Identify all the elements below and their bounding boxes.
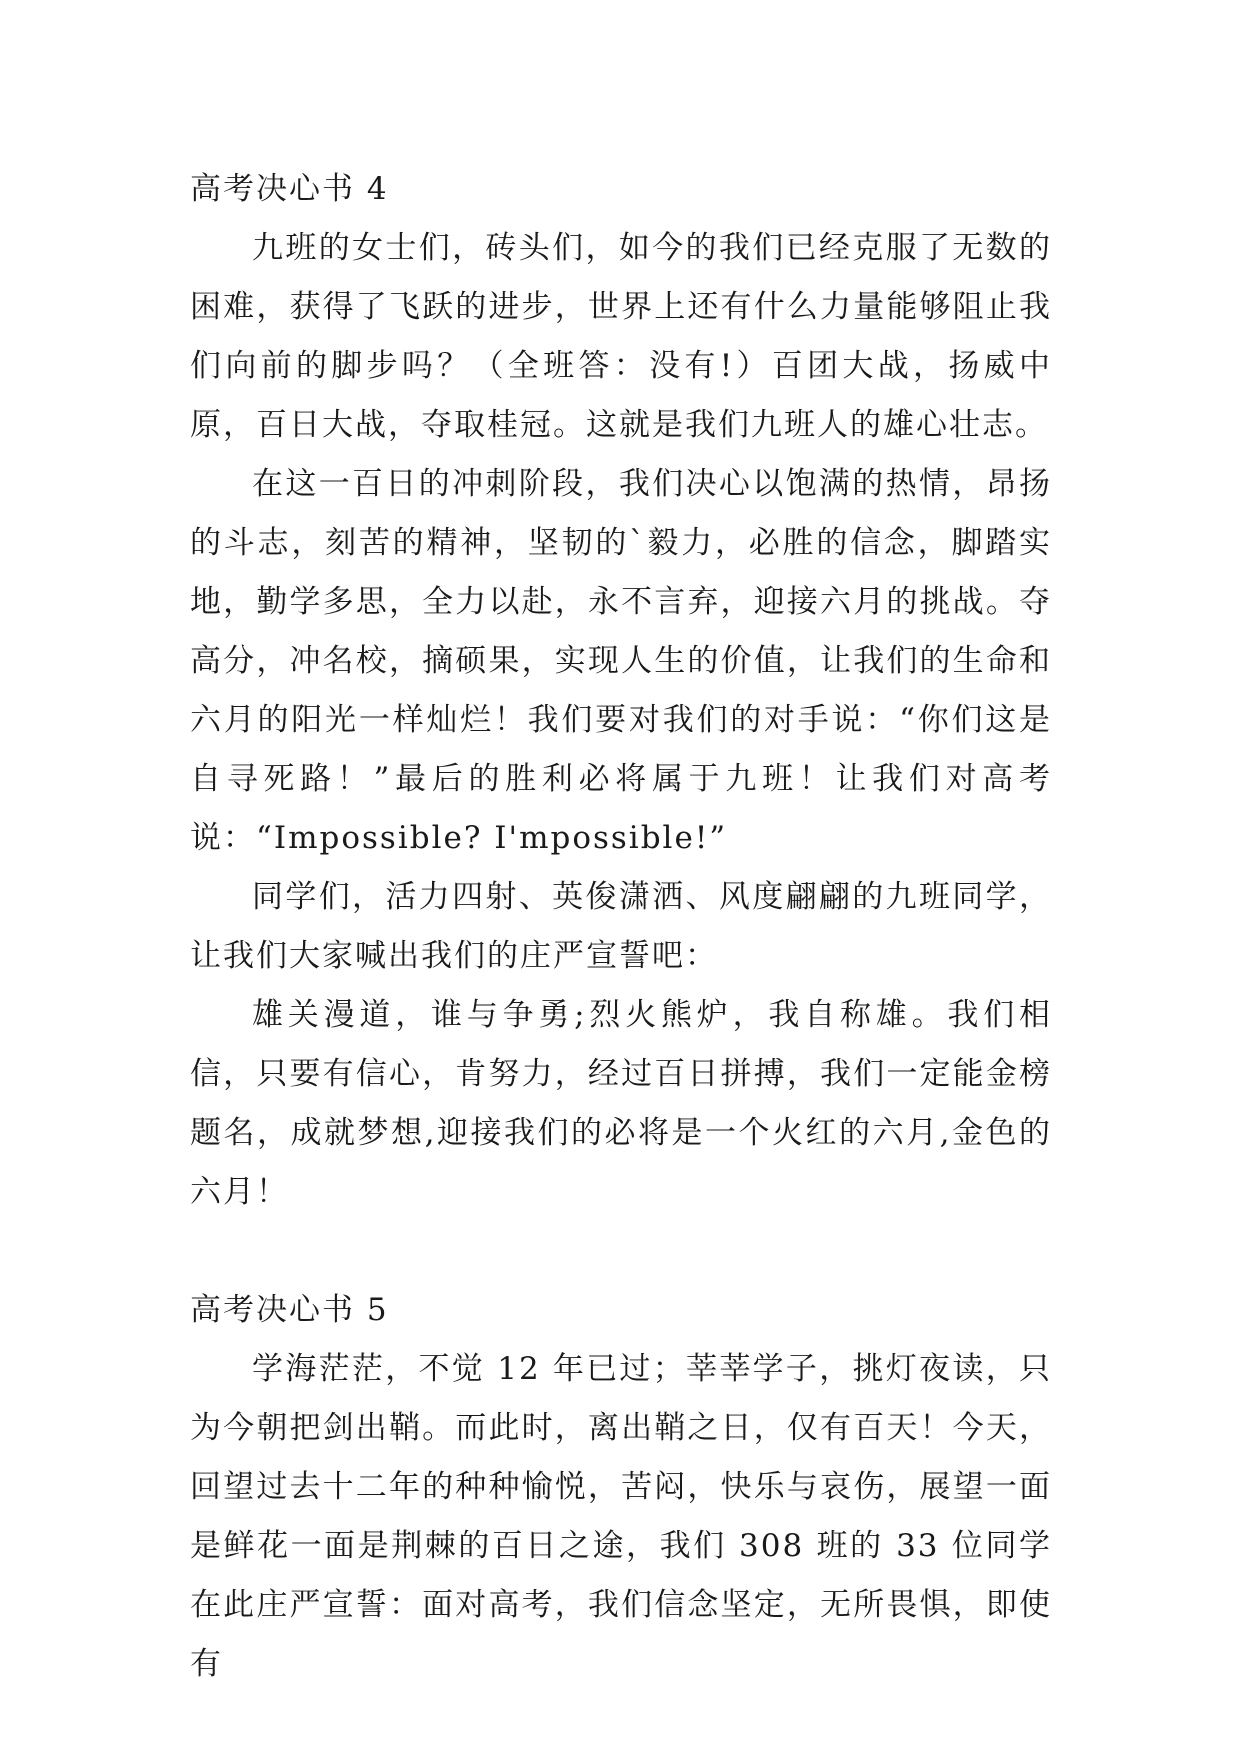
section-title: 高考决心书 4 xyxy=(190,171,389,207)
document-body xyxy=(190,160,1052,1694)
section-spacer xyxy=(190,1222,1052,1281)
paragraph: 同学们，活力四射、英俊潇洒、风度翩翩的九班同学，让我们大家喊出我们的庄严宣誓吧： xyxy=(190,879,1052,974)
paragraph: 学海茫茫，不觉 12 年已过；莘莘学子，挑灯夜读，只为今朝把剑出鞘。而此时，离出鞘之日，仅有百天！今天，回望过去十二年的种种愉悦，苦闷，快乐与哀伤，展望一面是鲜花一面是荆棘的百日之途，我们 308 班的 33 位同学在此庄严宣誓：面对高考，我们信念坚定，无所畏惧，即使有 xyxy=(190,1351,1052,1682)
paragraph: 雄关漫道，谁与争勇;烈火熊炉，我自称雄。我们相信，只要有信心，肯努力，经过百日拼搏，我们一定能金榜题名，成就梦想,迎接我们的必将是一个火红的六月,金色的六月！ xyxy=(190,997,1052,1210)
paragraph: 九班的女士们，砖头们，如今的我们已经克服了无数的困难，获得了飞跃的进步，世界上还有什么力量能够阻止我们向前的脚步吗？（全班答：没有!）百团大战，扬威中原，百日大战，夺取桂冠。这就是我们九班人的雄心壮志。 xyxy=(190,230,1052,443)
paragraph: 在这一百日的冲刺阶段，我们决心以饱满的热情，昂扬的斗志，刻苦的精神，坚韧的`毅力，必胜的信念，脚踏实地，勤学多思，全力以赴，永不言弃，迎接六月的挑战。夺高分，冲名校，摘硕果，实现人生的价值，让我们的生命和六月的阳光一样灿烂！我们要对我们的对手说：“你们这是自寻死路！”最后的胜利必将属于九班！让我们对高考说：“Impossible? I'mpossible!” xyxy=(190,466,1052,856)
section-title: 高考决心书 5 xyxy=(190,1292,389,1328)
